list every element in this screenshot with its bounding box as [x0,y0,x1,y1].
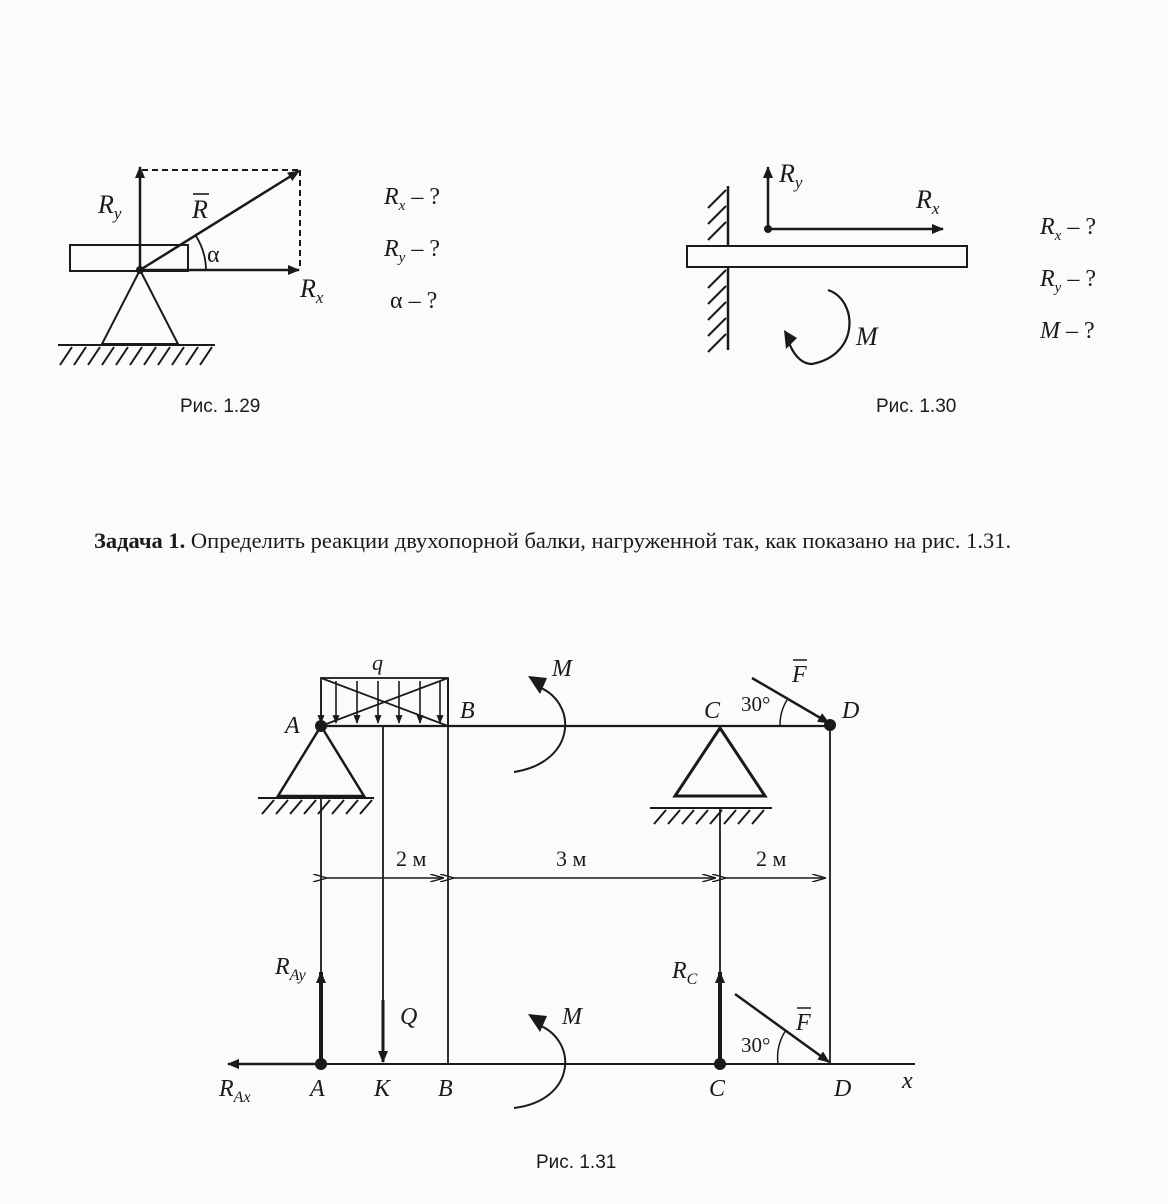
label-a-bottom: A [310,1076,325,1102]
label-x-axis: x [902,1068,913,1094]
label-m-top: M [552,656,572,682]
question-rx-129: $R_x$ – ? [384,184,440,214]
label-d-bottom: D [834,1076,852,1102]
dim-cd: 2 м [756,846,787,871]
label-q-force: Q [400,1004,418,1030]
moment-arrowhead-top [528,676,547,694]
label-c-bottom: C [709,1076,726,1102]
moment-arc-130 [788,290,849,364]
label-angle-top: 30° [741,692,771,716]
hinge-a [315,720,327,732]
label-angle-bottom: 30° [741,1033,771,1057]
label-m-bottom: M [562,1004,582,1030]
question-alpha-129: α – ? [390,287,438,314]
label-m-130: M [856,322,878,351]
alpha-arc [196,236,206,270]
distributed-load-q [321,678,448,726]
origin-point-130 [764,225,772,233]
label-rax: $R_{Ax}$ [219,1076,251,1106]
ground-hatch-129 [58,345,215,365]
question-list-129 [384,176,440,323]
label-rc: $R_C$ [672,958,698,988]
figure-1-29 [0,0,324,380]
pin-support-129 [102,270,178,344]
dim-ab: 2 м [396,846,427,871]
dim-bc: 3 м [556,846,587,871]
label-a-top: A [285,713,300,739]
label-rx-129: $R_x$ [300,274,324,307]
label-q: q [372,650,383,675]
label-ry-129: $R_y$ [98,190,122,223]
label-b-top: B [460,698,475,724]
caption-fig-1-30: Рис. 1.30 [876,396,957,417]
label-r-129: R [192,195,208,224]
origin-point-129 [136,266,144,274]
task-paragraph [50,524,1060,557]
label-f-top: F [792,662,807,688]
question-list-130 [1040,206,1096,353]
beam-129 [70,245,188,271]
label-b-bottom: B [438,1076,453,1102]
label-ry-130: $R_y$ [779,159,803,192]
ground-hatch-a [258,798,374,814]
moment-arc-bottom [514,1024,565,1108]
figure-1-31 [0,640,1168,1120]
task-text: Определить реакции двухопорной балки, нагруженной так, как показано на рис. 1.31. [185,528,1012,553]
question-ry-130: $R_y$ – ? [1040,265,1096,296]
label-f-bottom: F [796,1010,811,1036]
label-ray: $R_{Ay}$ [275,954,306,984]
point-c-bottom [714,1058,726,1070]
ground-hatch-c [650,808,772,824]
question-ry-129: $R_y$ – ? [384,235,440,266]
figure-1-30 [660,150,990,390]
question-rx-130: $R_x$ – ? [1040,214,1096,244]
point-a-bottom [315,1058,327,1070]
label-d-top: D [842,698,860,724]
roller-support-c [675,728,765,796]
caption-fig-1-29: Рис. 1.29 [180,396,261,417]
wall-hatch-130 [708,190,726,352]
angle-arc-bottom [778,1030,786,1064]
beam-130 [687,246,967,267]
moment-arrowhead-bottom [528,1014,547,1032]
question-m-130: M – ? [1040,317,1095,344]
angle-arc-top [780,700,787,726]
caption-fig-1-31: Рис. 1.31 [536,1152,617,1173]
label-alpha: α [207,242,220,268]
label-k: K [374,1076,391,1102]
moment-arc-top [514,686,565,772]
label-rx-130: $R_x$ [916,185,940,218]
task-title: Задача 1. [94,528,186,553]
label-c-top: C [704,698,721,724]
